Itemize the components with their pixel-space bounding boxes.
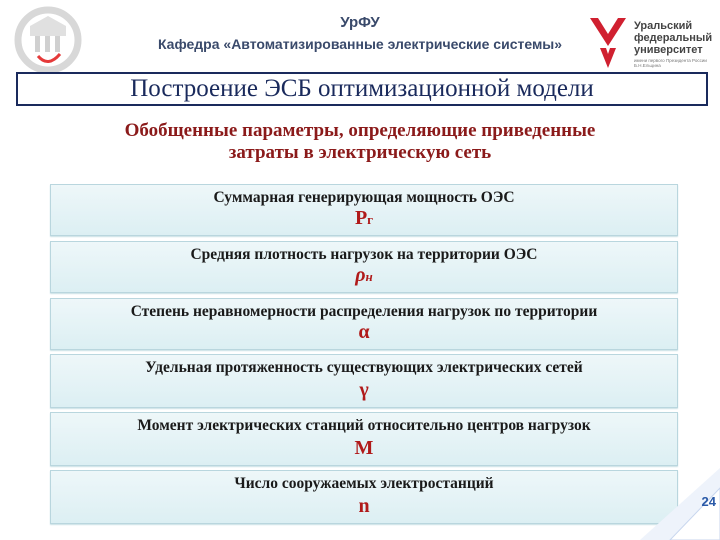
param-symbol: α [358, 321, 370, 343]
param-row-load-unevenness [50, 298, 678, 350]
param-symbol: Pг [354, 207, 374, 229]
university-logo-text: Уральский федеральный университет [634, 20, 713, 56]
param-symbol: n [358, 495, 370, 517]
university-logo-subtext: имени первого Президента России Б.Н.Ельцина [634, 58, 707, 68]
param-label: Число сооружаемых электростанций [234, 475, 494, 492]
urfu-logo-icon [588, 16, 628, 70]
param-symbol: γ [359, 379, 369, 401]
subtitle-line-1: Обобщенные параметры, определяющие приведенные [124, 120, 596, 141]
param-row-station-count [50, 470, 678, 524]
subtitle-line-2: затраты в электрическую сеть [228, 142, 492, 163]
param-row-load-density [50, 241, 678, 293]
slide-title: Построение ЭСБ оптимизационной модели [16, 72, 708, 106]
param-label: Степень неравномерности распределения нагрузок по территории [130, 303, 598, 320]
param-label: Средняя плотность нагрузок на территории ОЭС [190, 246, 538, 263]
param-row-generation-power [50, 184, 678, 236]
param-row-network-length [50, 354, 678, 408]
slide-subtitle [20, 120, 700, 164]
param-row-station-moment [50, 412, 678, 466]
page-number: 24 [701, 494, 716, 509]
org-name: УрФУ [340, 14, 380, 31]
param-symbol: ρн [355, 264, 373, 286]
param-label: Удельная протяженность существующих электрических сетей [145, 359, 583, 376]
department-name: Кафедра «Автоматизированные электрические системы» [157, 36, 563, 52]
param-symbol: M [354, 437, 374, 459]
slide-header [0, 0, 720, 78]
param-label: Момент электрических станций относительно центров нагрузок [137, 417, 591, 434]
param-label: Суммарная генерирующая мощность ОЭС [213, 189, 515, 206]
